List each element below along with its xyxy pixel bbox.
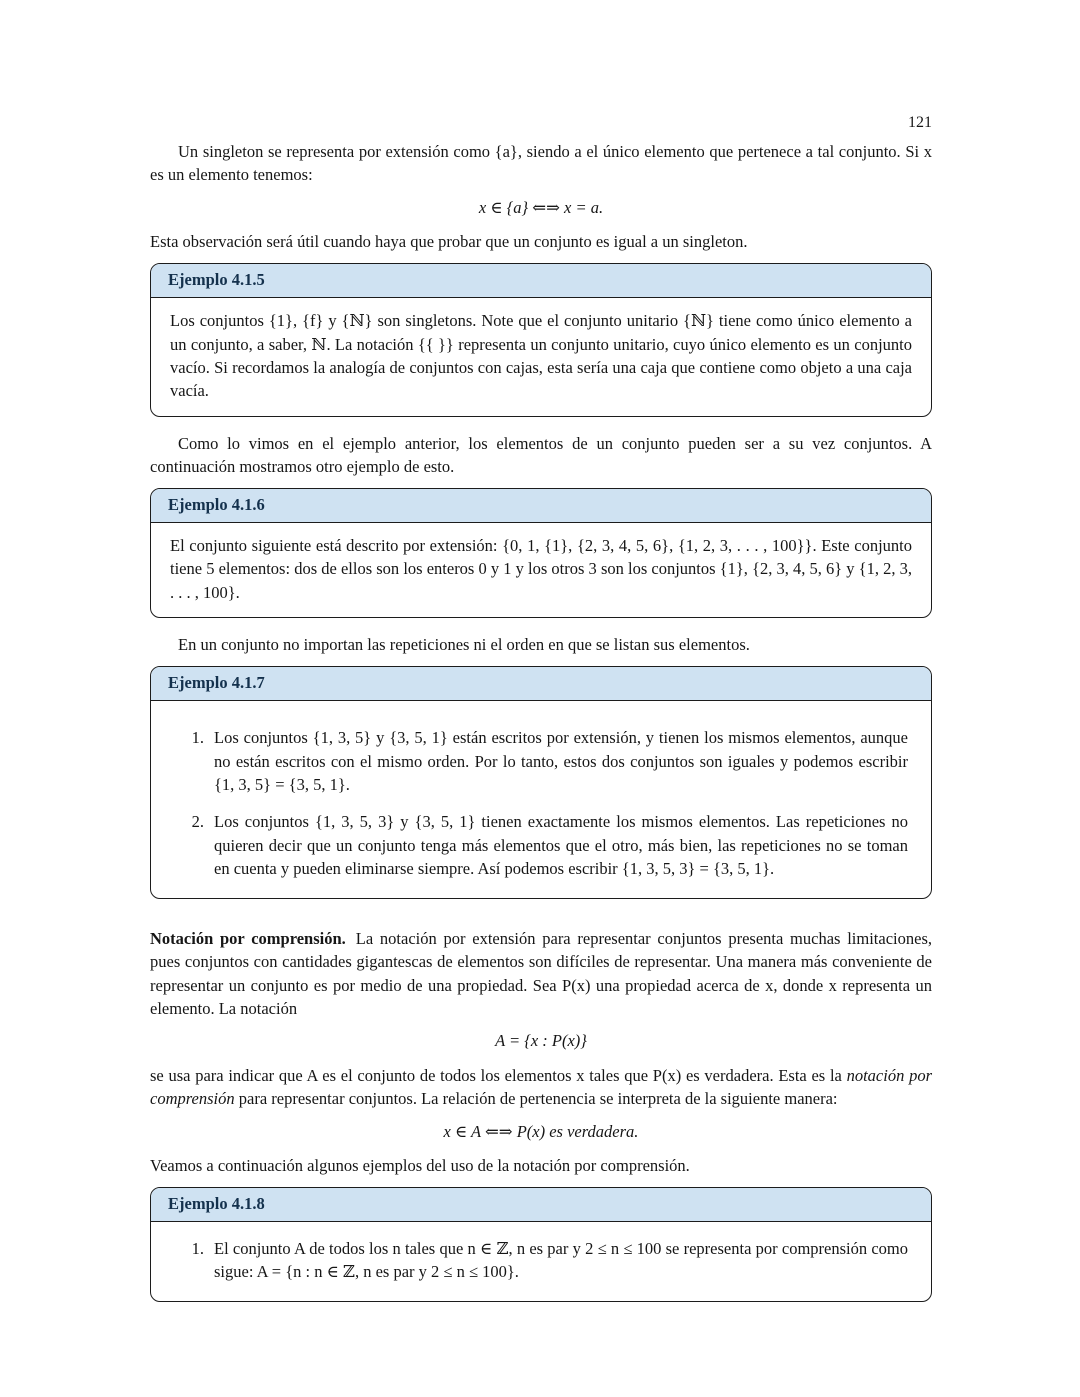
list-number: 1. [191,1238,204,1258]
example-box-4-1-5 [150,263,932,417]
example-box-4-1-8 [150,1187,932,1302]
page-content [150,140,932,1317]
list-text: Los conjuntos {1, 3, 5, 3} y {3, 5, 1} tienen exactamente los mismos elementos. Las repeticiones no quieren decir que un conjunto tenga más elementos que el otro, más bien, las repeticiones no se toman en cuenta y pueden eliminarse siempre. Así podemos escribir {1, 3, 5, 3} = {3, 5, 1}. [214,812,908,879]
list-number: 1. [191,728,204,748]
between-paragraph-2: En un conjunto no importan las repeticiones ni el orden en que se listan sus elementos. [178,635,750,655]
list-text: El conjunto A de todos los n tales que n ∈ ℤ, n es par y 2 ≤ n ≤ 100 se representa por comprensión como sigue: A = {n : n ∈ ℤ, n es par y 2 ≤ n ≤ 100}. [214,1238,908,1282]
intro-paragraph: Un singleton se representa por extensión como {a}, siendo a el único elemento que pertenece a tal conjunto. Si x es un elemento tenemos: [150,142,932,185]
example-title-4-1-5: Ejemplo 4.1.5 [151,264,931,298]
example-4-1-6-text: El conjunto siguiente está descrito por extensión: {0, 1, {1}, {2, 3, 4, 5, 6}, {1, 2, 3, . . . , 100}}. Este conjunto tiene 5 elementos: dos de ellos son los enteros 0 y 1 y los otros 3 son los conjuntos {1}, {2, 3, 4, 5, 6} y {1, 2, 3, . . . , 100}. [170,536,912,602]
explain-text-italic: notación por comprensión [150,1065,932,1109]
example-body-4-1-7 [151,701,931,898]
example-4-1-5-text: Los conjuntos {1}, {f} y {ℕ} son singletons. Note que el conjunto unitario {ℕ} tiene como único elemento a un conjunto, a saber, ℕ. La notación {{ }} representa un conjunto unitario, cuyo único elemento es un conjunto vacío. Si recordamos la analogía de conjuntos con cajas, esta sería una caja que contiene como objeto a una caja vacía. [170,311,912,401]
ordered-list [170,712,912,885]
section-lead-text: La notación por extensión para representar conjuntos presenta muchas limitaciones, pues conjuntos con cantidades gigantescas de elementos son difíciles de representar. Una manera más conveniente de representar un conjunto es por medio de una propiedad. Sea P(x) una propiedad acerca de x, donde x representa un elemento. La notación [150,928,932,1018]
list-text: Los conjuntos {1, 3, 5} y {3, 5, 1} están escritos por extensión, y tienen los mismos elementos, aunque no están escritos con el mismo orden. Por lo tanto, estos dos conjuntos son iguales y podemos escribir {1, 3, 5} = {3, 5, 1}. [214,728,908,795]
example-box-4-1-6 [150,488,932,619]
veamos-paragraph: Veamos a continuación algunos ejemplos del uso de la notación por comprensión. [150,1156,690,1176]
ordered-list [170,1233,912,1288]
display-math-membership: x ∈ A ⇐⇒ P(x) es verdadera. [443,1121,639,1141]
example-title-4-1-6: Ejemplo 4.1.6 [151,489,931,523]
observation-paragraph: Esta observación será útil cuando haya que probar que un conjunto es igual a un singleton. [150,232,748,252]
display-math-singleton: x ∈ {a} ⇐⇒ x = a. [478,197,604,217]
example-title-4-1-7: Ejemplo 4.1.7 [151,667,931,701]
example-body-4-1-6 [151,523,931,617]
display-math-comprehension: A = {x : P(x)} [495,1031,587,1051]
list-number: 2. [191,812,204,832]
explain-text-a: se usa para indicar que A es el conjunto de todos los elementos x tales que P(x) es verdadera. Esta es la [150,1065,847,1085]
explain-text-b: para representar conjuntos. La relación de pertenencia se interpreta de la siguiente manera: [234,1089,838,1109]
section-lead-bold: Notación por comprensión. [150,928,346,948]
between-paragraph-1: Como lo vimos en el ejemplo anterior, los elementos de un conjunto pueden ser a su vez conjuntos. A continuación mostramos otro ejemplo de esto. [150,433,932,477]
example-body-4-1-5 [151,298,931,416]
example-box-4-1-7 [150,666,932,899]
list-item-1 [184,1237,908,1284]
comprehension-explain-paragraph [150,1064,932,1111]
page-number: 121 [908,114,932,131]
notation-section-paragraph [150,927,932,1021]
list-item-2 [184,810,908,880]
example-body-4-1-8 [151,1222,931,1301]
list-item-1 [184,726,908,796]
example-title-4-1-8: Ejemplo 4.1.8 [151,1188,931,1222]
